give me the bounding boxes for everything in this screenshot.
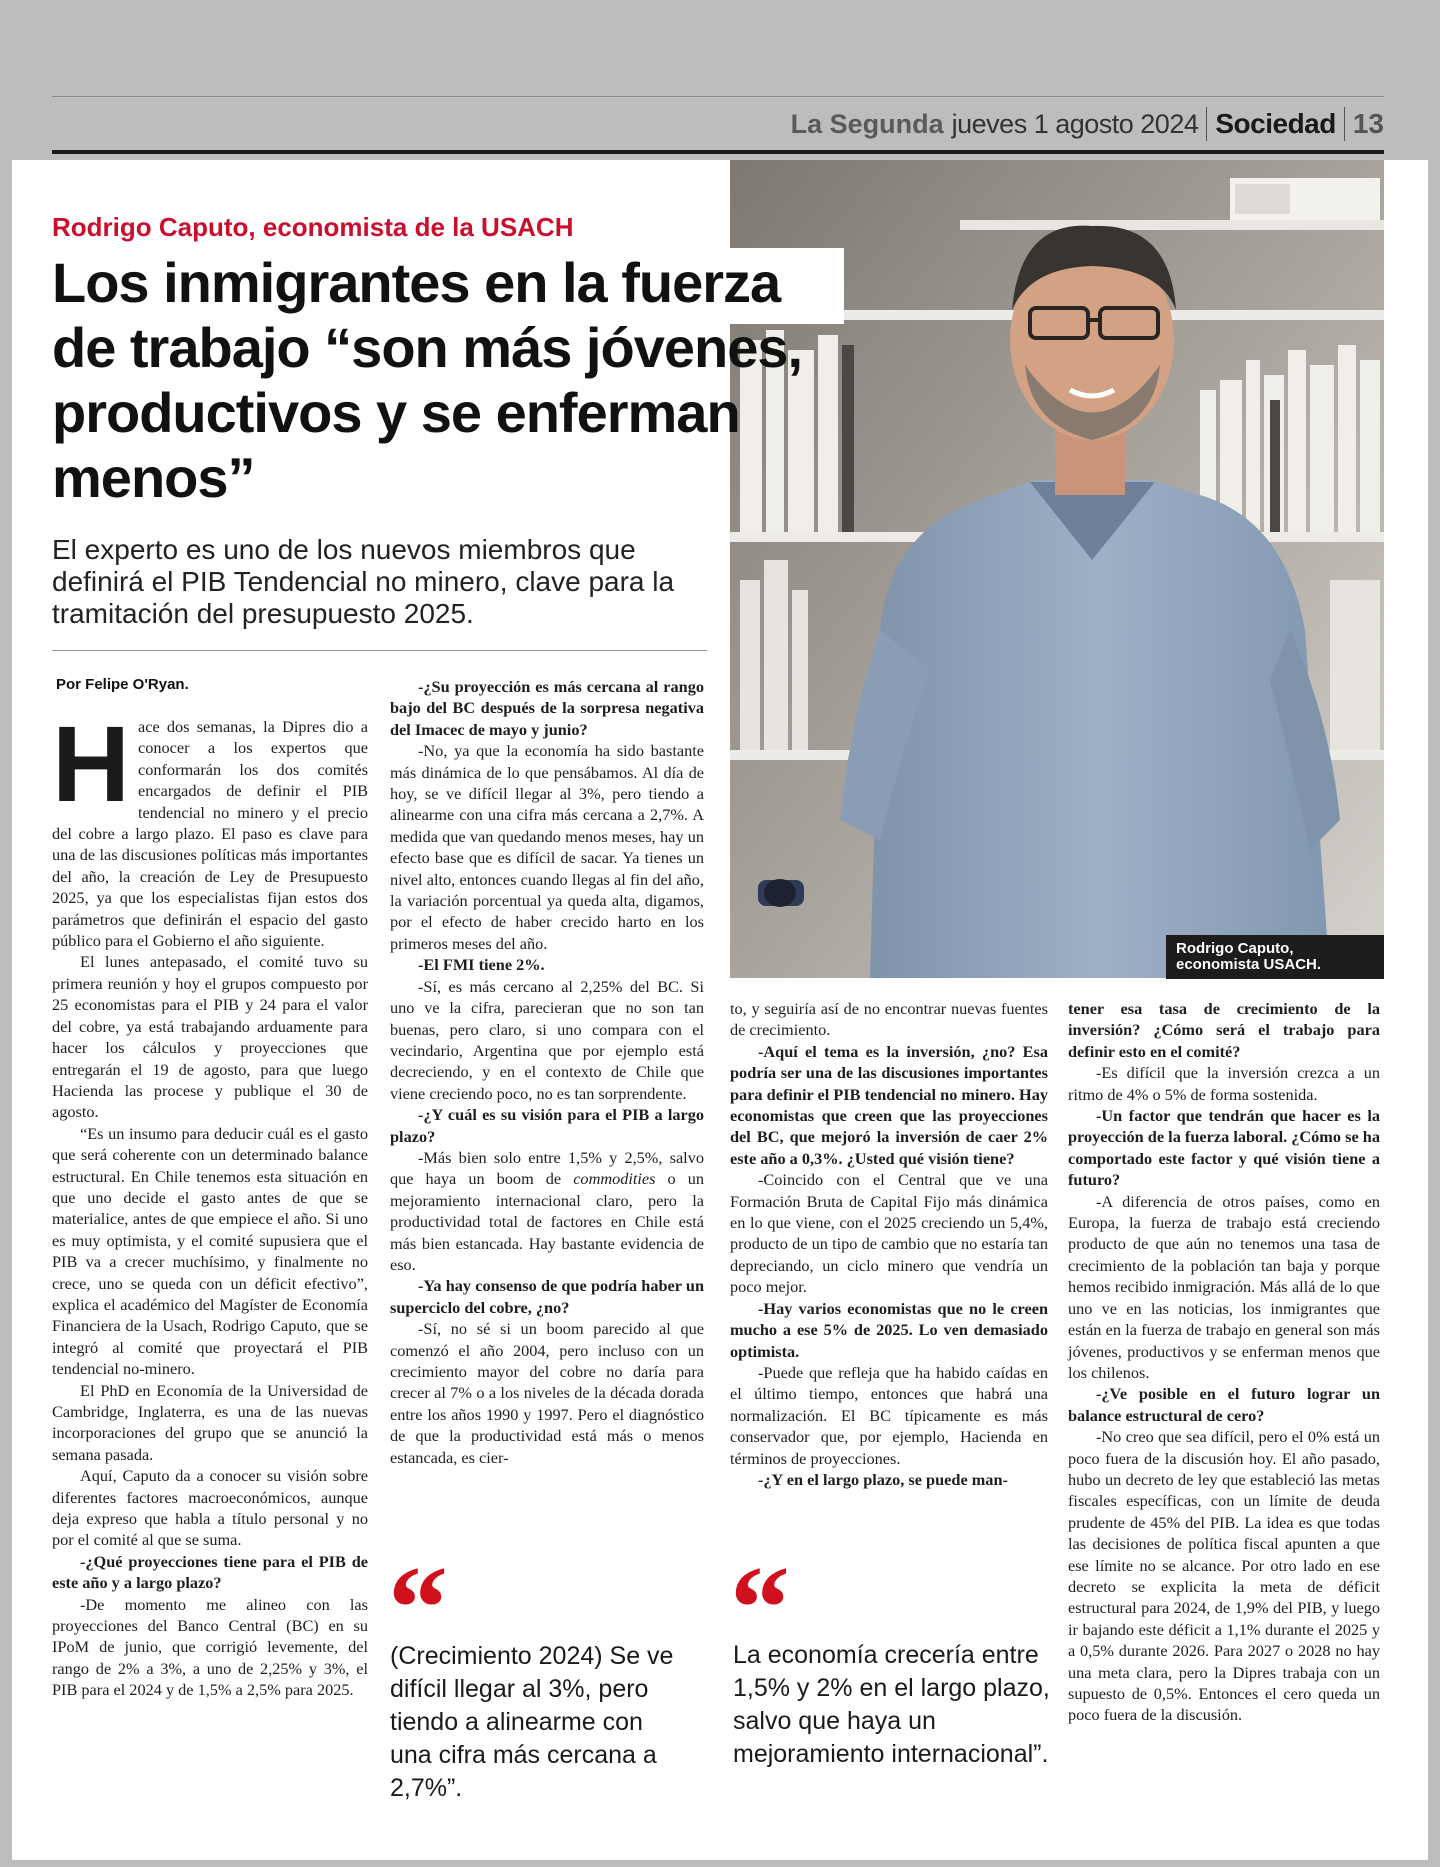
interview-question: -¿Su proyección es más cercana al rango bajo del BC después de la sorpresa negativa del Imacec de mayo y junio? xyxy=(390,677,704,739)
masthead-divider xyxy=(1344,107,1345,141)
pull-quote: La economía crecería entre 1,5% y 2% en el largo plazo, salvo que haya un mejoramiento internacional”. xyxy=(733,1641,1050,1768)
photo-caption: Rodrigo Caputo, economista USACH. xyxy=(1166,935,1384,979)
article-column-3 xyxy=(730,998,1048,1490)
answer-text: o un mejoramiento internacional claro, pero la productividad total de factores en Chile está más bien estancada. Hay bastante evidencia de eso. xyxy=(390,1169,705,1274)
interview-answer: -Coincido con el Central que ve una Formación Bruta de Capital Fijo más dinámica en lo que viene, con el 2025 creciendo un 5,4%, producto de un tipo de cambio que no estaría tan depreciando, un ciclo minero que vendría un poco mejor. xyxy=(730,1170,1048,1297)
body-paragraph: “Es un insumo para deducir cuál es el gasto que será coherente con un determinado balance estructural. En Chile tenemos esta situación en que uno decide el gasto antes de que se materialice, antes de que empiece el año. Si uno es muy optimista, y el comité supusiera que el PIB va a crecer muchísimo, y finalmente no crece, uno se queda con un déficit efectivo”, explica el académico del Magíster de Economía Financiera de la Usach, Rodrigo Caputo, que se integró al comité que proyectará el PIB tendencial no-minero. xyxy=(52,1123,368,1379)
interview-question: -Un factor que tendrán que hacer es la proyección de la fuerza laboral. ¿Cómo se ha comportado este factor y qué visión tiene a futuro? xyxy=(1068,1106,1380,1190)
body-paragraph: Aquí, Caputo da a conocer su visión sobre diferentes factores macroeconómicos, aunque deja expreso que habla a título personal y no por el comité al que se suma. xyxy=(52,1466,368,1550)
interview-answer: -Sí, es más cercano al 2,25% del BC. Si uno ve la cifra, parecieran que no son tan buenas, pero claro, si uno compara con el vecindario, Argentina que por ejemplo está decreciendo, y en el contexto de Chile que viene creciendo poco, no es tan sorprendente. xyxy=(390,976,704,1103)
interview-question: -Ya hay consenso de que podría haber un superciclo del cobre, ¿no? xyxy=(390,1276,704,1317)
pull-quote: (Crecimiento 2024) Se ve difícil llegar al 3%, pero tiendo a alinearme con una cifra más cercana a 2,7%”. xyxy=(390,1642,674,1802)
interview-question: -¿Y en el largo plazo, se puede man- xyxy=(758,1469,1008,1489)
answer-emphasis: commodities xyxy=(573,1169,656,1189)
answer-text: -Más bien solo entre 1,5% y 2,5%, salvo que haya un boom de xyxy=(390,1147,704,1189)
interview-answer xyxy=(390,1147,704,1275)
interview-question: -Hay varios economistas que no le creen mucho a ese 5% de 2025. Lo ven demasiado optimista. xyxy=(730,1298,1048,1361)
body-paragraph: El lunes antepasado, el comité tuvo su primera reunión y hoy el grupos compuesto por 25 economistas para el PIB y 24 para el valor del cobre, ya está trabajando arduamente para hacer los cálculos y proyecciones que entregarán el 19 de agosto, para que luego Hacienda las procese y publique el 30 de agosto. xyxy=(52,952,368,1122)
section-name: Sociedad xyxy=(1215,108,1336,139)
body-paragraph: El PhD en Economía de la Universidad de Cambridge, Inglaterra, es una de las nuevas incorporaciones del grupo que se anunció la semana pasada. xyxy=(52,1380,368,1464)
article-kicker: Rodrigo Caputo, economista de la USACH xyxy=(52,212,574,242)
article-deck: El experto es uno de los nuevos miembros que definirá el PIB Tendencial no minero, clave para la tramitación del presupuesto 2025. xyxy=(52,534,675,629)
interview-question: -¿Qué proyecciones tiene para el PIB de este año y a largo plazo? xyxy=(52,1551,368,1593)
article-column-1 xyxy=(52,703,368,1701)
interview-question: -El FMI tiene 2%. xyxy=(418,955,545,975)
masthead-divider xyxy=(1206,107,1207,141)
article-byline: Por Felipe O'Ryan. xyxy=(56,676,189,693)
interview-question: tener esa tasa de crecimiento de la inversión? ¿Cómo será el trabajo para definir esto en el comité? xyxy=(1068,999,1380,1061)
interview-question: -¿Ve posible en el futuro lograr un balance estructural de cero? xyxy=(1068,1384,1380,1425)
article-column-2 xyxy=(390,676,704,1468)
interview-question: -¿Y cuál es su visión para el PIB a largo plazo? xyxy=(390,1105,704,1146)
interview-answer: -Es difícil que la inversión crezca a un ritmo de 4% o 5% de forma sostenida. xyxy=(1068,1063,1380,1104)
interview-answer: -Sí, no sé si un boom parecido al que comenzó el año 2004, pero incluso con un crecimiento mayor del cobre no daría para crecer al 7% o a los niveles de la década dorada entre los años 1990 y 1997. Pero el diagnóstico de que la productividad está más o menos estancada, es cier- xyxy=(390,1319,704,1467)
newspaper-name: La Segunda xyxy=(790,108,944,139)
masthead-top-rule xyxy=(52,96,1384,97)
interview-answer: -Puede que refleja que ha habido caídas en el último tiempo, entonces que habrá una normalización. El BC típicamente es más conservador que, por ejemplo, Hacienda en términos de proyecciones. xyxy=(730,1362,1048,1468)
intro-text: ace dos semanas, la Dipres dio a conocer a los expertos que conformarán los dos comités encargados de definir el PIB tendencial no minero y el precio del cobre a largo plazo. El paso es clave para una de las discusiones políticas más importantes del año, la creación de Ley de Presupuesto 2025, ya que los especialistas fijan estos dos parámetros que definirán el espacio del gasto público para el Gobierno el año siguiente. xyxy=(52,717,368,951)
drop-cap: H xyxy=(52,703,130,824)
interview-answer: -De momento me alineo con las proyecciones del Banco Central (BC) en su IPoM de junio, que corrigió levemente, del rango de 2% a 3%, a uno de 2,25% y 3%, el PIB para el 2024 y de 1,5% a 2,5% para 2025. xyxy=(52,1594,368,1700)
masthead-bottom-rule xyxy=(52,150,1384,154)
interview-answer: -No, ya que la economía ha sido bastante más dinámica de lo que pensábamos. Al día de hoy, se ve difícil llegar al 3%, pero tiendo a alinearme con una cifra más cercana a 2,7%. A medida que van quedando menos meses, hay un efecto base que es difícil de sacar. Ya tienes un nivel alto, entonces cuando llegas al fin del año, la variación porcentual ya queda alta, digamos, por el efecto de haber crecido harto en los primeros meses del año. xyxy=(390,741,704,953)
interview-answer: to, y seguiría así de no encontrar nuevas fuentes de crecimiento. xyxy=(730,999,1048,1040)
quote-mark-icon: “ xyxy=(730,1541,790,1674)
masthead xyxy=(52,100,1384,148)
article-headline: Los inmigrantes en la fuerza de trabajo “son más jóvenes, productivos y se enferman menos” xyxy=(52,251,803,509)
issue-date: jueves 1 agosto 2024 xyxy=(951,108,1199,139)
deck-divider xyxy=(52,650,707,651)
interview-answer: -A diferencia de otros países, como en Europa, la fuerza de trabajo está creciendo producto de que aún no tenemos una tasa de crecimiento de la población tan baja y porque hemos recibido inmigración. Más allá de lo que uno ve en las noticias, los inmigrantes que están en la fuerza de trabajo en general son más jóvenes, productivos y se enferman menos que los chilenos. xyxy=(1068,1191,1380,1382)
quote-mark-icon: “ xyxy=(388,1541,448,1674)
interview-question: -Aquí el tema es la inversión, ¿no? Esa podría ser una de las discusiones importantes para definir el PIB tendencial no minero. Hay economistas que creen que las proyecciones del BC, que mejoró la inversión de caer 2% este año a 0,3%. ¿Usted qué visión tiene? xyxy=(730,1041,1048,1168)
intro-paragraph xyxy=(52,703,368,951)
article-column-4 xyxy=(1068,998,1380,1726)
page-number: 13 xyxy=(1352,108,1384,139)
interview-answer: -No creo que sea difícil, pero el 0% está un poco fuera de la discusión hoy. El año pasado, hubo un decreto de ley que estableció las metas fiscales específicas, con un límite de deuda prudente de 45% del PIB. La idea es que todas las decisiones de política fiscal apunten a que ese límite no se alcance. Por otro lado en ese decreto se explicita la meta de déficit estructural para 2024, de 1,9% del PIB, y luego ir bajando este déficit a 1,1% durante el 2025 y a 0,5% durante 2026. Para 2027 o 2028 no hay una meta clara, pero la Dipres trabaja con un supuesto de 0,5%. Entonces el cero queda un poco fuera de la discusión. xyxy=(1068,1427,1380,1725)
